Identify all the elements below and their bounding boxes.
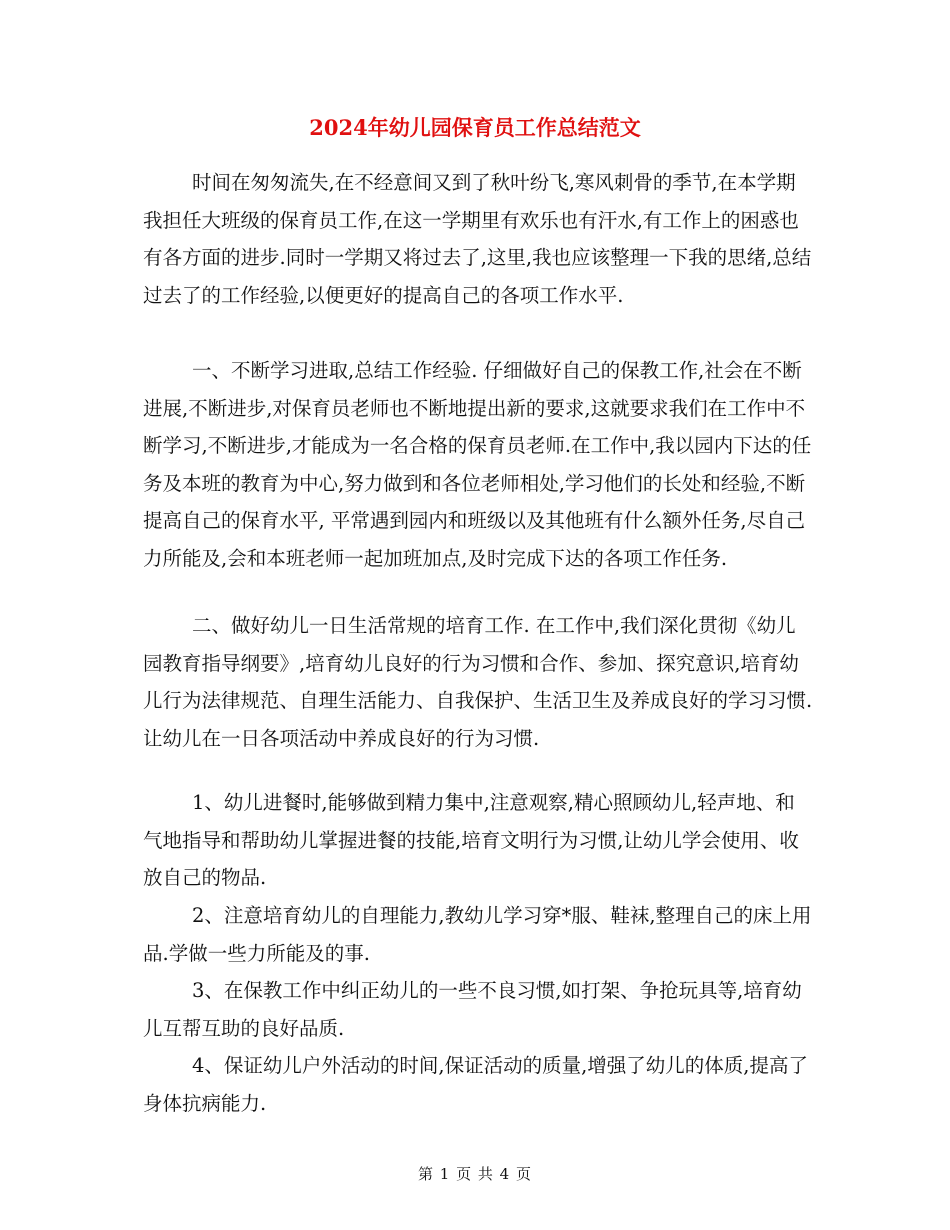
paragraph-item-2: 2、注意培育幼儿的自理能力,教幼儿学习穿*服、鞋袜,整理自己的床上用品.学做一些力所能及的事. — [143, 904, 812, 965]
paragraph-item-1: 1、幼儿进餐时,能够做到精力集中,注意观察,精心照顾幼儿,轻声地、和气地指导和帮助幼儿掌握进餐的技能,培育文明行为习惯,让幼儿学会使用、收放自己的物品. — [143, 791, 799, 889]
paragraph-intro: 时间在匆匆流失,在不经意间又到了秋叶纷飞,寒风刺骨的季节,在本学期我担任大班级的保育员工作,在这一学期里有欢乐也有汗水,有工作上的困惑也有各方面的进步.同时一学期又将过去了,这里,我也应该整理一下我的思绪,总结过去了的工作经验,以便更好的提高自己的各项工作水平. — [143, 171, 812, 307]
paragraph-item-3: 3、在保教工作中纠正幼儿的一些不良习惯,如打架、争抢玩具等,培育幼儿互帮互助的良好品质. — [143, 979, 802, 1040]
document-title: 2024年幼儿园保育员工作总结范文 — [309, 115, 641, 140]
paragraph-item-4: 4、保证幼儿户外活动的时间,保证活动的质量,增强了幼儿的体质,提高了身体抗病能力. — [143, 1054, 809, 1115]
paragraph-section-2: 二、做好幼儿一日生活常规的培育工作. 在工作中,我们深化贯彻《幼儿园教育指导纲要》,培育幼儿良好的行为习惯和合作、参加、探究意识,培育幼儿行为法律规范、自理生活能力、自我保护、生活卫生及养成良好的学习习惯.让幼儿在一日各项活动中养成良好的行为习惯. — [143, 614, 813, 750]
paragraph-section-1: 一、不断学习进取,总结工作经验. 仔细做好自己的保教工作,社会在不断进展,不断进步,对保育员老师也不断地提出新的要求,这就要求我们在工作中不断学习,不断进步,才能成为一名合格的保育员老师.在工作中,我以园内下达的任务及本班的教育为中心,努力做到和各位老师相处,学习他们的长处和经验,不断提高自己的保育水平, 平常遇到园内和班级以及其他班有什么额外任务,尽自己力所能及,会和本班老师一起加班加点,及时完成下达的各项工作任务. — [143, 359, 812, 570]
page-number: 第 1 页 共 4 页 — [418, 1165, 532, 1183]
